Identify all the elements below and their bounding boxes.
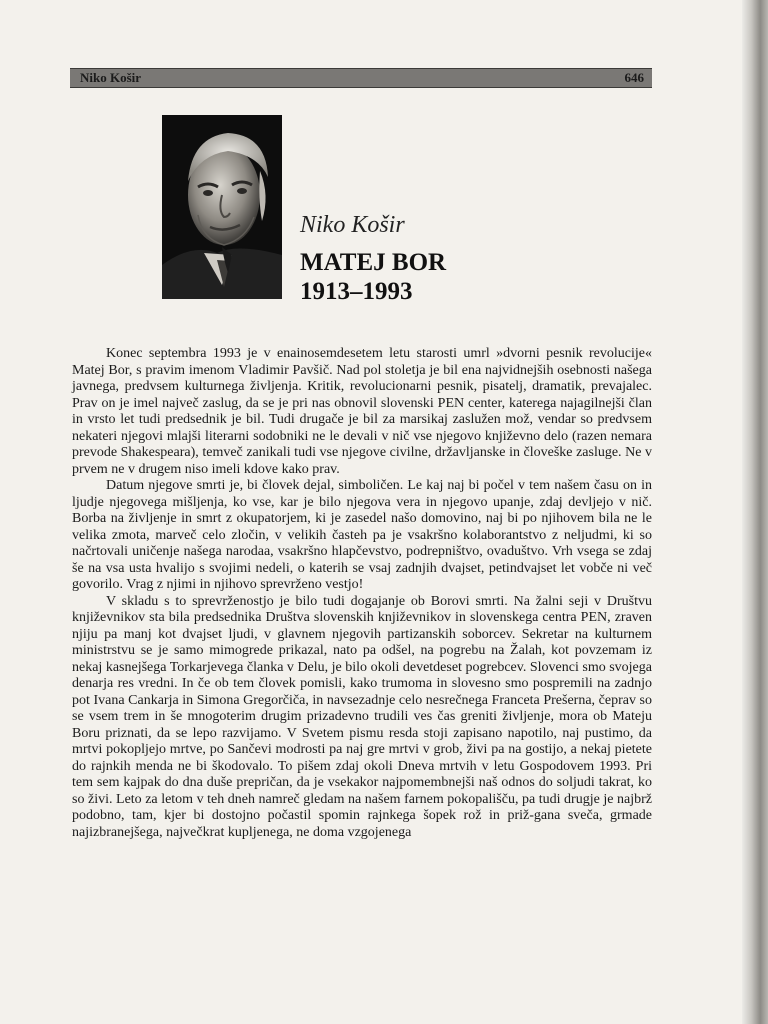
article-title: MATEJ BOR	[300, 249, 447, 276]
paragraph: Konec septembra 1993 je v enainosemdesetem letu starosti umrl »dvorni pesnik revolucije« Matej Bor, s pravim imenom Vladimir Pavšič. Nad pol stoletja je bil ena najvidnejših osebnosti našega javnega, predvsem kulturnega življenja. Kritik, revolucionarni pesnik, pisatelj, dramatik, prevajalec. Prav on je imel največ zaslug, da se je pri nas obnovil slovenski PEN center, katerega najagilnejši član in vrsto let tudi predsednik je bil. Tudi drugače je bil za marsikaj zaslužen mož, vendar so predvsem nekateri njegovi mlajši literarni sodobniki ne le devali v nič vse njegovo književno delo (razen nemara prevode Shakespeara), temveč zanikali tudi vse njegove civilne, državljanske in človeške zasluge. Ne v prvem ne v drugem niso imeli kdove kako prav.	[72, 346, 652, 477]
portrait-illustration	[162, 115, 282, 299]
running-header	[70, 68, 652, 88]
page-number: 646	[624, 70, 644, 85]
paragraph: Datum njegove smrti je, bi človek dejal, simboličen. Le kaj naj bi počel v tem našem času on in ljudje njegovega mišljenja, ko vse, kar je bilo njegova vera in njegovo upanje, zdaj devljejo v nič. Borba na življenje in smrt z okupatorjem, ki je zasedel našo domovino, naj bi po njihovem bila ne le velika zmota, marveč celo zločin, v velikih časteh pa je vsakršno kolaborantstvo z neljudmi, ki so načrtovali uničenje našega narodaa, vsakršno hlapčevstvo, podrepništvo, ovaduštvo. Vrh vsega se zdaj še na vsa usta hvalijo s svojimi nedeli, o katerih se vsaj zadnjih dvajset, petindvajset let vobče ni več govorilo. Vrag z njimi in njihovo sprevrženo vestjo!	[72, 478, 652, 592]
author-portrait-photo	[162, 115, 282, 299]
article-years: 1913–1993	[300, 278, 413, 305]
page-edge-shadow	[742, 0, 768, 1024]
paragraph: V skladu s to sprevrženostjo je bilo tudi dogajanje ob Borovi smrti. Na žalni seji v Društvu književnikov sta bila predsednika Društva slovenskih književnikov in slovenskega centra PEN, zraven njiju pa manj kot dvajset ljudi, v glavnem njegovih partizanskih soborcev. Sekretar na kulturnem ministrstvu se je samo mimogrede prikazal, nato pa odšel, na pogrebu na Žalah, kot povzemam iz nekaj kasnejšega Torkarjevega članka v Delu, je bilo okoli devetdeset pogrebcev. Slovenci smo svojega denarja res vredni. In če ob tem človek pomisli, kako trumoma in slovesno smo pospremili na zadnjo pot Ivana Cankarja in Simona Gregorčiča, in navsezadnje celo nesrečnega Franceta Prešerna, čeprav so se vsem trem in še mnogoterim drugim prizadevno trudili ves čas greniti življenje, mora ob Mateju Boru priznati, da se lepo razvijamo. V Svetem pismu resda stoji zapisano napotilo, naj pustimo, da mrtvi pokopljejo mrtve, po Sančevi modrosti pa naj gre mrtvi v grob, živi pa na gostijo, a nekaj pietete do rajnkih menda ne bi škodovalo. To pišem zdaj okoli Dneva mrtvih v letu Gospodovem 1993. Pri tem sem kajpak do dna duše prepričan, da je vsekakor najpomembnejši naš odnos do soljudi takrat, ko so živi. Leto za letom v teh dneh namreč gledam na našem farnem pokopališču, pa tudi drugje je najbrž podobno, tam, kjer bi dostojno počastil spomin rajnkega šopek rož in priž-gana sveča, grmade najizbranejšega, največkrat kupljenega, ne doma vzgojenega	[72, 593, 652, 840]
running-title: Niko Košir	[80, 70, 142, 85]
article-body	[72, 346, 652, 841]
article-author: Niko Košir	[300, 212, 405, 238]
